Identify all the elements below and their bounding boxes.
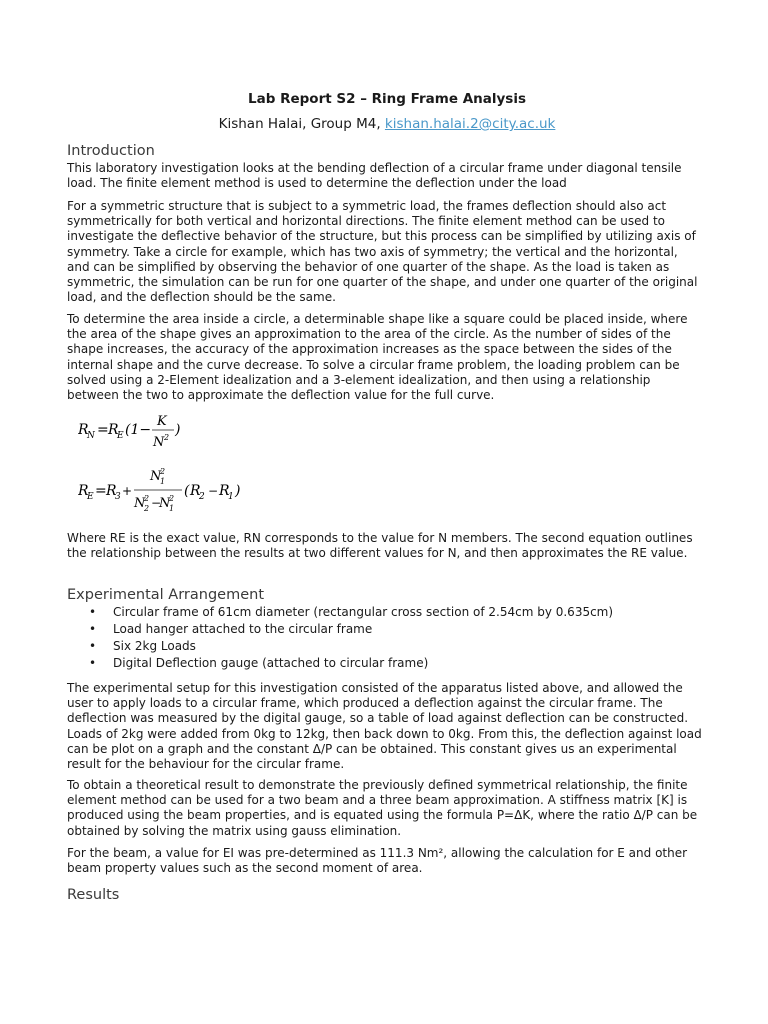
svg-text:R: R xyxy=(78,483,89,499)
svg-text:1: 1 xyxy=(228,492,234,502)
svg-text:R: R xyxy=(108,422,119,438)
list-item: • Circular frame of 61cm diameter (rectangular cross section of 2.54cm by 0.635cm) xyxy=(67,604,707,621)
svg-text:): ) xyxy=(175,422,181,438)
equation-2 xyxy=(78,463,268,523)
svg-text:N: N xyxy=(150,469,162,484)
list-item: • Load hanger attached to the circular frame xyxy=(67,621,707,638)
svg-text:2: 2 xyxy=(164,433,170,442)
svg-text:R: R xyxy=(78,422,89,438)
svg-text:R: R xyxy=(219,483,230,499)
svg-text:(: ( xyxy=(184,483,190,499)
experimental-paragraph-3: For the beam, a value for EI was pre-determined as 111.3 Nm², allowing the calculation for E and other beam property values such as the second moment of area. xyxy=(67,846,688,876)
author-name: Kishan Halai, Group M4, xyxy=(218,116,385,132)
equation-2-graphic xyxy=(78,463,268,519)
svg-text:): ) xyxy=(235,483,241,499)
introduction-heading: Introduction xyxy=(67,143,155,159)
equation-1-graphic xyxy=(78,410,208,454)
author-line xyxy=(67,116,707,132)
svg-text:E: E xyxy=(87,492,94,502)
svg-text:N: N xyxy=(134,496,146,511)
svg-text:2: 2 xyxy=(144,494,150,503)
intro-paragraph-2: For a symmetric structure that is subject to a symmetric load, the frames deflection should also act symmetrically for both vertical and horizontal directions. The finite element method can be used to investigate the deflective behavior of the structure, but this process can be simplified by utilizing axis of symmetry. Take a circle for example, which has two axis of symmetry; the vertical and the horizontal, and can be simplified by observing the behavior of one quarter of the shape. As the load is taken as symmetric, the simulation can be run for one quarter of the shape, and under one quarter of the original load, and the deflection should be the same. xyxy=(67,199,698,305)
svg-text:N: N xyxy=(159,496,171,511)
intro-paragraph-4: Where RE is the exact value, RN corresponds to the value for N members. The second equation outlines the relationship between the results at two different values for N, and then approximates the RE value. xyxy=(67,531,693,561)
intro-paragraph-3: To determine the area inside a circle, a determinable shape like a square could be placed inside, where the area of the shape gives an approximation to the area of the circle. As the number of sides of the shape increases, the accuracy of the approximation increases as the space between the sides of the internal shape and the curve decrease. To solve a circular frame problem, the loading problem can be solved using a 2-Element idealization and a 3-element idealization, and then using a relationship between the two to approximate the deflection value for the full curve. xyxy=(67,312,688,403)
list-item: • Six 2kg Loads xyxy=(67,638,707,655)
experimental-paragraph-2: To obtain a theoretical result to demonstrate the previously defined symmetrical relationship, the finite element method can be used for a two beam and a three beam approximation. A stiffness matrix [K] is produced using the beam properties, and is equated using the formula P=ΔK, where the ratio Δ/P can be obtained by solving the matrix using gauss elimination. xyxy=(67,778,698,838)
svg-text:=: = xyxy=(95,483,107,499)
svg-text:R: R xyxy=(190,483,201,499)
svg-text:=: = xyxy=(97,422,109,438)
svg-text:N: N xyxy=(153,435,165,450)
svg-text:E: E xyxy=(117,431,124,441)
list-item: • Digital Deflection gauge (attached to circular frame) xyxy=(67,655,707,672)
experimental-paragraph-1: The experimental setup for this investigation consisted of the apparatus listed above, and allowed the user to apply loads to a circular frame, which produced a deflection against the circular frame. The deflection was measured by the digital gauge, so a table of load against deflection can be constructed. Loads of 2kg were added from 0kg to 12kg, then back down to 0kg. From this, the deflection against load can be plot on a graph and the constant Δ/P can be obtained. This constant gives us an experimental result for the behaviour for the circular frame. xyxy=(67,681,702,772)
results-heading: Results xyxy=(67,887,120,903)
apparatus-list xyxy=(67,604,707,672)
svg-text:−: − xyxy=(151,496,162,510)
svg-text:1: 1 xyxy=(160,477,166,486)
svg-text:2: 2 xyxy=(199,492,205,502)
experimental-arrangement-heading: Experimental Arrangement xyxy=(67,587,265,603)
svg-text:K: K xyxy=(157,414,167,429)
svg-text:−: − xyxy=(208,484,219,498)
svg-text:+: + xyxy=(122,484,133,498)
svg-text:2: 2 xyxy=(144,504,150,513)
svg-text:R: R xyxy=(106,483,117,499)
page-title: Lab Report S2 – Ring Frame Analysis xyxy=(248,91,526,107)
svg-text:1: 1 xyxy=(169,504,175,513)
svg-text:2: 2 xyxy=(169,494,175,503)
svg-text:3: 3 xyxy=(115,492,121,502)
svg-text:2: 2 xyxy=(160,467,166,476)
email-link[interactable]: kishan.halai.2@city.ac.uk xyxy=(384,116,556,132)
svg-text:(1−: (1− xyxy=(125,422,152,438)
intro-paragraph-1: This laboratory investigation looks at the bending deflection of a circular frame under diagonal tensile load. The finite element method is used to determine the deflection under the load xyxy=(67,161,682,191)
equation-1 xyxy=(78,410,208,458)
svg-text:N: N xyxy=(87,431,95,441)
